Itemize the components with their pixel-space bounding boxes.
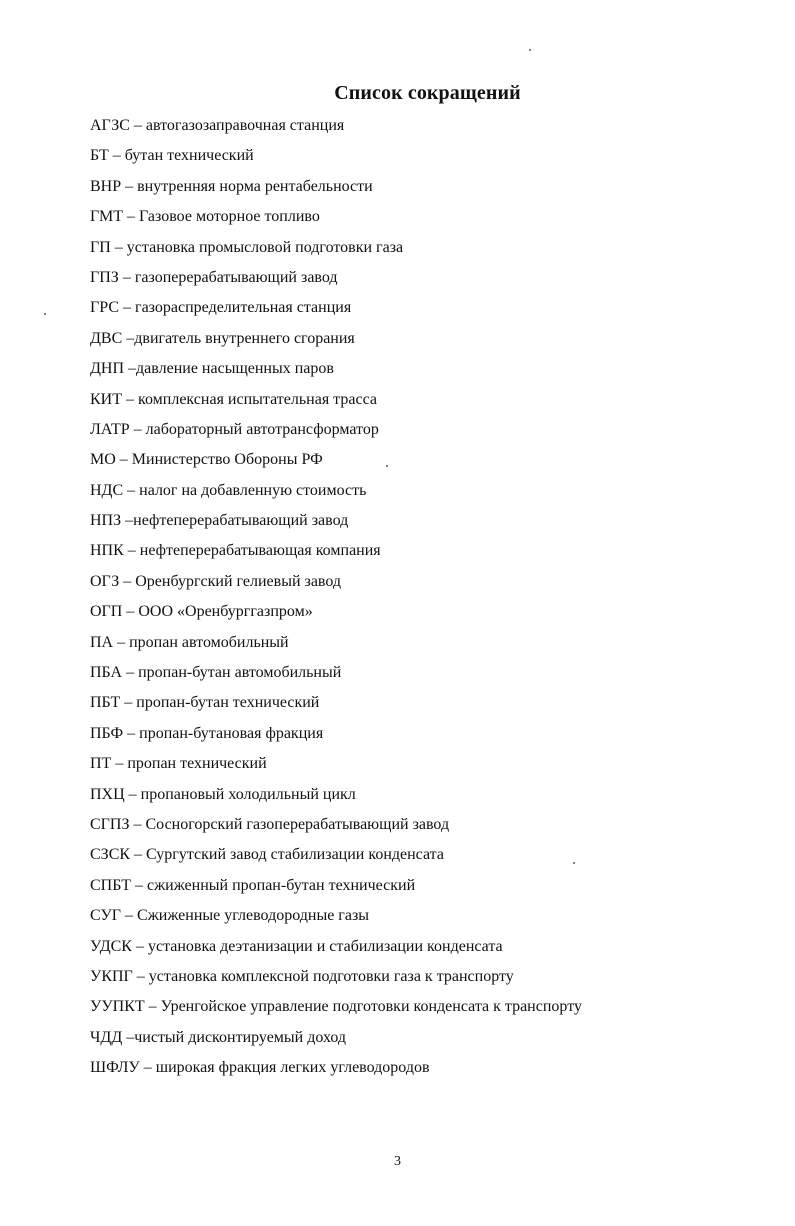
list-item: ГРС – газораспределительная станция	[90, 299, 352, 317]
list-item: ЧДД –чистый дисконтируемый доход	[90, 1028, 347, 1046]
list-item: ГМТ – Газовое моторное топливо	[90, 208, 320, 226]
list-item: ЛАТР – лабораторный автотрансформатор	[90, 420, 379, 438]
list-item: ПХЦ – пропановый холодильный цикл	[90, 785, 356, 803]
list-item: ОГЗ – Оренбургский гелиевый завод	[90, 572, 342, 590]
scan-speck	[529, 49, 531, 51]
list-item: НДС – налог на добавленную стоимость	[90, 481, 367, 499]
list-item: СЗСК – Сургутский завод стабилизации конденсата	[90, 846, 444, 864]
scan-speck	[573, 862, 575, 864]
list-item: НПЗ –нефтеперерабатывающий завод	[90, 512, 349, 530]
list-item: ШФЛУ – широкая фракция легких углеводородов	[90, 1059, 430, 1077]
list-item: УДСК – установка деэтанизации и стабилизации конденсата	[90, 937, 503, 955]
list-item: ПБТ – пропан-бутан технический	[90, 694, 320, 712]
list-item: ПТ – пропан технический	[90, 755, 267, 773]
list-item: ГПЗ – газоперерабатывающий завод	[90, 268, 338, 286]
list-item: ДНП –давление насыщенных паров	[90, 360, 334, 378]
list-item: СПБТ – сжиженный пропан-бутан технический	[90, 876, 416, 894]
list-item: ПБФ – пропан-бутановая фракция	[90, 724, 324, 742]
page-number: 3	[394, 1154, 401, 1169]
list-item: УУПКТ – Уренгойское управление подготовки конденсата к транспорту	[90, 998, 582, 1016]
list-item: ПА – пропан автомобильный	[90, 633, 289, 651]
list-item: ПБА – пропан-бутан автомобильный	[90, 664, 342, 682]
list-item: БТ – бутан технический	[90, 147, 254, 165]
list-item: УКПГ – установка комплексной подготовки газа к транспорту	[90, 967, 514, 985]
page-title: Список сокращений	[334, 82, 521, 104]
list-item: СГПЗ – Сосногорский газоперерабатывающий завод	[90, 815, 450, 833]
abbreviation-list	[90, 114, 582, 1087]
list-item: ОГП – ООО «Оренбурггазпром»	[90, 603, 313, 621]
list-item: ГП – установка промысловой подготовки газа	[90, 238, 404, 256]
list-item: МО – Министерство Обороны РФ	[90, 451, 323, 469]
list-item: ВНР – внутренняя норма рентабельности	[90, 177, 373, 195]
scan-speck	[386, 465, 388, 467]
list-item: СУГ – Сжиженные углеводородные газы	[90, 907, 370, 925]
list-item: АГЗС – автогазозаправочная станция	[90, 117, 345, 134]
list-item: НПК – нефтеперерабатывающая компания	[90, 542, 381, 560]
list-item: КИТ – комплексная испытательная трасса	[90, 390, 377, 408]
scan-speck	[44, 313, 46, 315]
list-item: ДВС –двигатель внутреннего сгорания	[90, 329, 355, 347]
